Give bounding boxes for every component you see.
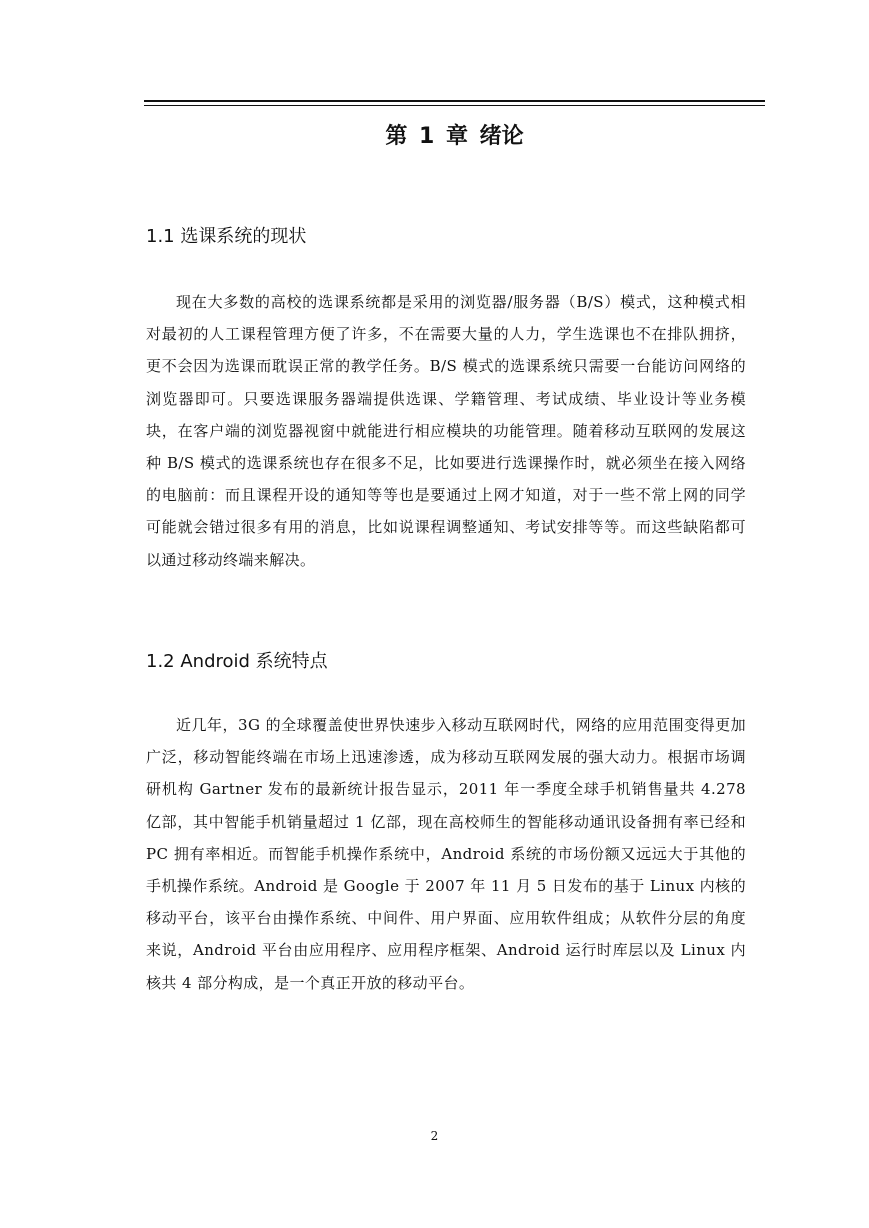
header-rule-thick bbox=[144, 100, 765, 102]
page-number: 2 bbox=[430, 1129, 439, 1143]
section-heading-1-1: 1.1 选课系统的现状 bbox=[146, 226, 307, 247]
section-heading-1-2: 1.2 Android 系统特点 bbox=[146, 651, 328, 672]
header-rule-thin bbox=[144, 105, 765, 106]
section-paragraph-1-2: 近几年，3G 的全球覆盖使世界快速步入移动互联网时代，网络的应用范围变得更加广泛，移动智能终端在市场上迅速渗透，成为移动互联网发展的强大动力。根据市场调研机构 Gartner 发布的最新统计报告显示，2011 年一季度全球手机销售量共 4.278 亿部，其中智能手机销量超过 1 亿部，现在高校师生的智能移动通讯设备拥有率已经和 PC 拥有率相近。而智能手机操作系统中，Android 系统的市场份额又远远大于其他的手机操作系统。Android 是 Google 于 2007 年 11 月 5 日发布的基于 Linux 内核的移动平台，该平台由操作系统、中间件、用户界面、应用软件组成；从软件分层的角度来说，Android 平台由应用程序、应用程序框架、Android 运行时库层以及 Linux 内核共 4 部分构成，是一个真正开放的移动平台。 bbox=[146, 716, 746, 992]
section-paragraph-1-1: 现在大多数的高校的选课系统都是采用的浏览器/服务器（B/S）模式，这种模式相对最初的人工课程管理方便了许多，不在需要大量的人力，学生选课也不在排队拥挤，更不会因为选课而耽误正常的教学任务。B/S 模式的选课系统只需要一台能访问网络的浏览器即可。只要选课服务器端提供选课、学籍管理、考试成绩、毕业设计等业务模块，在客户端的浏览器视窗中就能进行相应模块的功能管理。随着移动互联网的发展这种 B/S 模式的选课系统也存在很多不足，比如要进行选课操作时，就必须坐在接入网络的电脑前：而且课程开设的通知等等也是要通过上网才知道，对于一些不常上网的同学可能就会错过很多有用的消息，比如说课程调整通知、考试安排等等。而这些缺陷都可以通过移动终端来解决。 bbox=[146, 293, 746, 569]
chapter-title: 第 1 章 绪论 bbox=[385, 124, 524, 149]
